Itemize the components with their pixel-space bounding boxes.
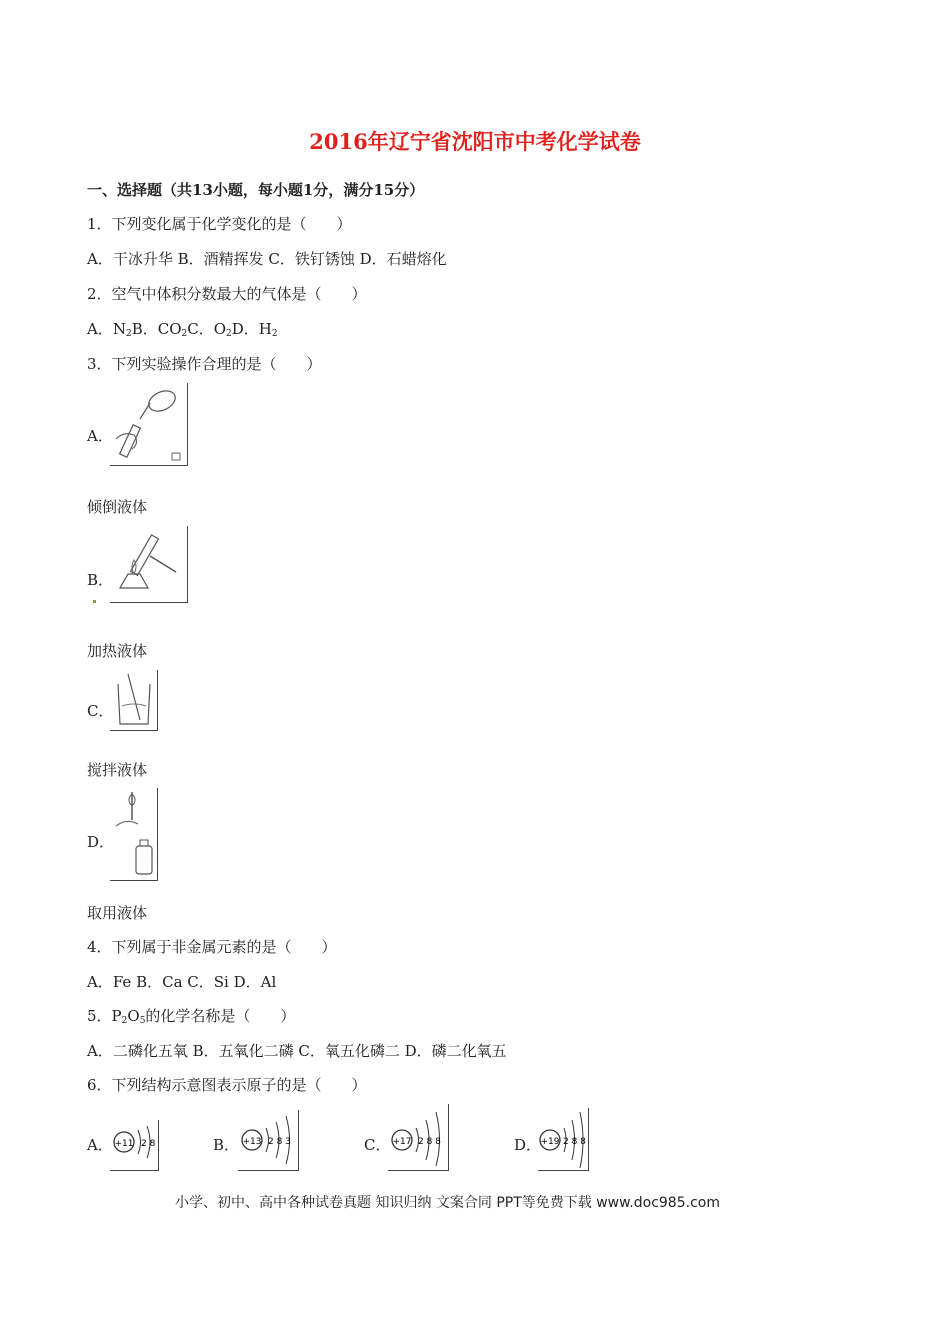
q4-stem: 4．下列属于非金属元素的是（ ）: [87, 938, 337, 956]
exam-title: 2016年辽宁省沈阳市中考化学试卷: [309, 129, 641, 154]
svg-text:2 8 3: 2 8 3: [268, 1137, 291, 1147]
atom-diagram-c: [388, 1104, 449, 1171]
svg-text:+13: +13: [242, 1137, 262, 1147]
svg-text:2 8 8: 2 8 8: [418, 1137, 441, 1147]
pouring-liquid-figure: [110, 383, 188, 466]
atom-diagram-b: [238, 1110, 299, 1171]
q6-option-d-label: D．: [514, 1136, 542, 1154]
svg-text:+17: +17: [392, 1137, 412, 1147]
q3-stem: 3．下列实验操作合理的是（ ）: [87, 355, 322, 373]
dropper-liquid-figure: [110, 788, 158, 881]
q3-option-a-label: A．: [87, 427, 113, 445]
q2-options: A．$N_2B$．$CO_2C$．$O_2D$．$H_2$: [87, 320, 278, 339]
section-heading: 一、选择题（共13小题，每小题1分，满分15分）: [87, 181, 425, 199]
heating-liquid-figure: [110, 526, 188, 603]
svg-text:2 8: 2 8: [141, 1139, 156, 1149]
q1-stem: 1．下列变化属于化学变化的是（ ）: [87, 215, 352, 233]
q5-options: A．二磷化五氧 B．五氧化二磷 C．氧五化磷二 D．磷二化氧五: [87, 1042, 507, 1060]
q6-option-a-label: A．: [87, 1136, 113, 1154]
svg-text:2 8 8: 2 8 8: [563, 1137, 586, 1147]
q3-option-b-caption: 加热液体: [87, 642, 148, 660]
svg-text:+19: +19: [540, 1137, 560, 1147]
q3-option-d-caption: 取用液体: [87, 904, 148, 922]
q6-option-b-label: B．: [213, 1136, 240, 1154]
q3-option-a-caption: 倾倒液体: [87, 498, 148, 516]
q2-stem: 2．空气中体积分数最大的气体是（ ）: [87, 285, 367, 303]
q1-options: A．干冰升华 B．酒精挥发 C．铁钉锈蚀 D．石蜡熔化: [87, 250, 447, 268]
q5-stem: 5．$P_2O_5$的化学名称是（ ）: [87, 1007, 296, 1026]
footer-banner: 小学、初中、高中各种试卷真题 知识归纳 文案合同 PPT等免费下载 www.doc985.com: [175, 1195, 720, 1211]
atom-diagram-a: [110, 1120, 159, 1171]
q3-option-c-label: C．: [87, 702, 114, 720]
q4-options: A．Fe B．Ca C．Si D．Al: [87, 973, 277, 991]
svg-text:+11: +11: [114, 1139, 134, 1149]
q3-option-c-caption: 搅拌液体: [87, 761, 148, 779]
q6-option-c-label: C．: [364, 1136, 391, 1154]
q3-option-d-label: D．: [87, 833, 115, 851]
q3-option-b-label: B．: [87, 571, 114, 589]
atom-diagram-d: [538, 1108, 589, 1171]
q6-stem: 6．下列结构示意图表示原子的是（ ）: [87, 1076, 367, 1094]
stirring-liquid-figure: [110, 670, 158, 731]
